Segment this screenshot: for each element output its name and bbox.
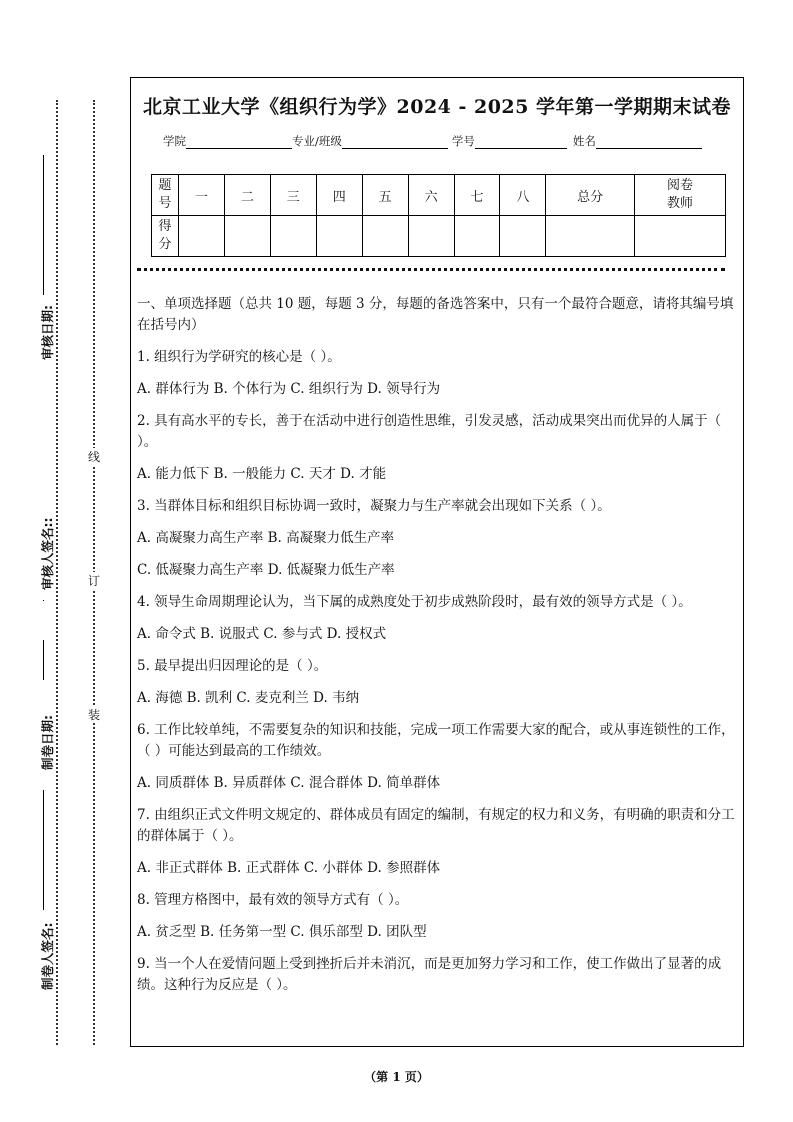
name-field[interactable] [596, 136, 702, 149]
major-field[interactable] [342, 136, 448, 149]
score-cell-5[interactable] [362, 216, 408, 257]
name-label: 姓名 [572, 134, 596, 148]
question-section [137, 294, 741, 996]
left-dotted-line [56, 100, 58, 1045]
question-3-options-cd: C. 低凝聚力高生产率 D. 低凝聚力低生产率 [137, 562, 395, 578]
section-heading: 一、单项选择题（总共 10 题，每题 3 分，每题的备选答案中，只有一个最符合题意，请将其编号填在括号内） [137, 296, 734, 333]
make-date-line [43, 640, 44, 680]
score-header-row [152, 175, 726, 216]
review-date-label: 审核日期: [40, 305, 55, 360]
score-cell-1[interactable] [179, 216, 225, 257]
col-2: 二 [224, 175, 270, 216]
exam-title: 北京工业大学《组织行为学》2024 - 2025 学年第一学期期末试卷 [143, 96, 731, 118]
college-label: 学院 [163, 134, 186, 148]
col-total: 总分 [546, 175, 635, 216]
binding-char-ding: 订 [87, 574, 100, 588]
score-label: 得分 [152, 216, 179, 257]
score-cell-4[interactable] [316, 216, 362, 257]
question-3: 3. 当群体目标和组织目标协调一致时，凝聚力与生产率就会出现如下关系（ ）。 [137, 498, 611, 514]
make-date-label: 制卷日期: [40, 715, 55, 770]
student-id-label: 学号 [451, 134, 475, 148]
score-value-row [152, 216, 726, 257]
score-cell-7[interactable] [454, 216, 500, 257]
question-7-options: A. 非正式群体 B. 正式群体 C. 小群体 D. 参照群体 [137, 860, 441, 876]
exam-frame [130, 77, 744, 1047]
score-cell-total[interactable] [546, 216, 635, 257]
question-3-options-ab: A. 高凝聚力高生产率 B. 高凝聚力低生产率 [137, 530, 395, 546]
student-info-row [163, 133, 723, 149]
score-table [151, 174, 726, 257]
question-9: 9. 当一个人在爱情问题上受到挫折后并未消沉，而是更加努力学习和工作，使工作做出了显著的成绩。这种行为反应是（ ）。 [137, 956, 722, 993]
col-8: 八 [500, 175, 546, 216]
question-8: 8. 管理方格图中，最有效的领导方式有（ ）。 [137, 892, 409, 908]
question-6-options: A. 同质群体 B. 异质群体 C. 混合群体 D. 简单群体 [137, 775, 441, 791]
question-2: 2. 具有高水平的专长，善于在活动中进行创造性思维，引发灵感，活动成果突出而优异的人属于（ ）。 [137, 413, 722, 450]
col-3: 三 [270, 175, 316, 216]
score-cell-8[interactable] [500, 216, 546, 257]
col-1: 一 [179, 175, 225, 216]
question-5: 5. 最早提出归因理论的是（ ）。 [137, 658, 328, 674]
col-7: 七 [454, 175, 500, 216]
col-4: 四 [316, 175, 362, 216]
question-7: 7. 由组织正式文件明文规定的、群体成员有固定的编制，有规定的权力和义务，有明确的职责和分工的群体属于（ ）。 [137, 807, 735, 844]
student-id-field[interactable] [475, 136, 567, 149]
question-2-options: A. 能力低下 B. 一般能力 C. 天才 D. 才能 [137, 466, 387, 482]
binding-char-line: 线 [87, 450, 100, 464]
college-field[interactable] [186, 136, 292, 149]
col-5: 五 [362, 175, 408, 216]
score-cell-3[interactable] [270, 216, 316, 257]
reviewer-cell[interactable] [635, 216, 726, 257]
question-1: 1. 组织行为学研究的核心是（ ）。 [137, 349, 341, 365]
reviewer-sign-line [43, 600, 44, 601]
reviewer-label: 阅卷教师 [635, 175, 726, 216]
question-4: 4. 领导生命周期理论认为，当下属的成熟度处于初步成熟阶段时，最有效的领导方式是（ ）。 [137, 594, 692, 610]
question-8-options: A. 贫乏型 B. 任务第一型 C. 俱乐部型 D. 团队型 [137, 924, 427, 940]
score-cell-2[interactable] [224, 216, 270, 257]
reviewer-sign-label: 审核人签名:: [40, 517, 55, 590]
col-6: 六 [408, 175, 454, 216]
question-5-options: A. 海德 B. 凯利 C. 麦克利兰 D. 韦纳 [137, 690, 360, 706]
review-date-line [43, 155, 44, 295]
major-label: 专业/班级 [292, 134, 342, 148]
question-number-label: 题号 [152, 175, 179, 216]
binding-char-zhuang: 装 [87, 708, 100, 722]
score-cell-6[interactable] [408, 216, 454, 257]
question-4-options: A. 命令式 B. 说服式 C. 参与式 D. 授权式 [137, 626, 387, 642]
maker-sign-line [43, 790, 44, 910]
maker-sign-label: 制卷人签名: [40, 922, 55, 990]
page-number: （第 1 页） [364, 1070, 429, 1084]
question-6: 6. 工作比较单纯，不需要复杂的知识和技能，完成一项工作需要大家的配合，或从事连锁性的工作，（ ）可能达到最高的工作绩效。 [137, 722, 735, 759]
question-1-options: A. 群体行为 B. 个体行为 C. 组织行为 D. 领导行为 [137, 381, 441, 397]
section-separator [137, 268, 725, 271]
